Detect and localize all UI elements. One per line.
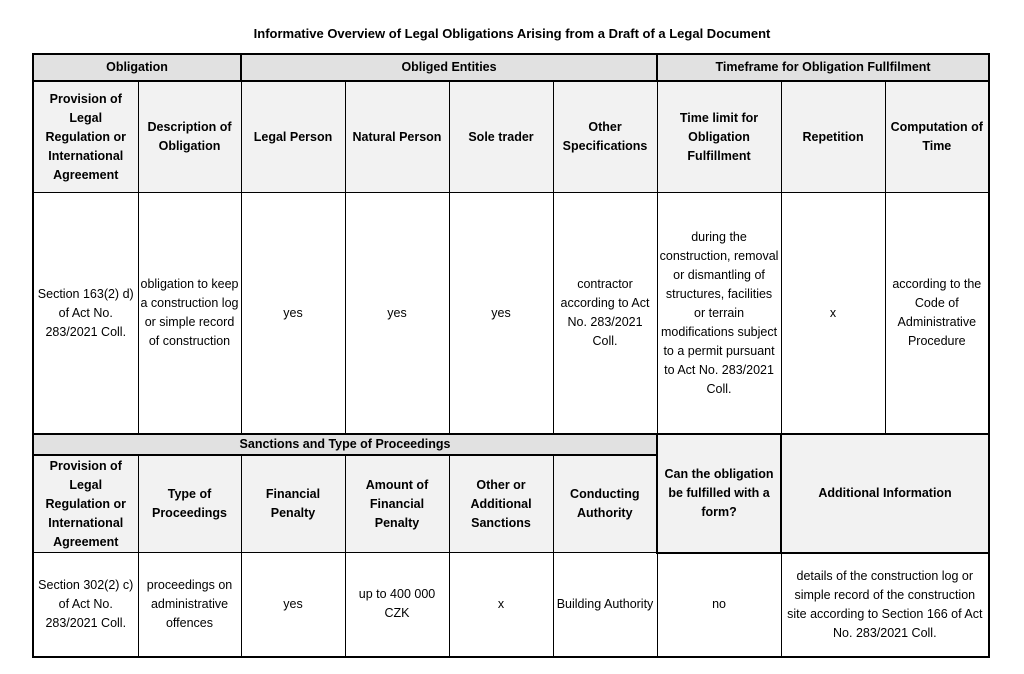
table-row [33,193,989,435]
table-row [33,553,989,657]
header-other-sanctions: Other or Additional Sanctions [449,455,553,553]
cell-sole-trader: yes [449,193,553,435]
header-computation: Computation of Time [885,81,989,193]
cell-other-sanctions: x [449,553,553,657]
group-header-row [33,54,989,81]
cell-financial-penalty: yes [241,553,345,657]
obligations-table [32,53,990,658]
header-time-limit: Time limit for Obligation Fulfillment [657,81,781,193]
header-conducting-authority: Conducting Authority [553,455,657,553]
group-timeframe: Timeframe for Obligation Fullfilment [657,54,989,81]
cell-sanction-provision: Section 302(2) c) of Act No. 283/2021 Coll. [33,553,138,657]
header-legal-person: Legal Person [241,81,345,193]
document-title: Informative Overview of Legal Obligations Arising from a Draft of a Legal Document [253,26,771,41]
header-additional-information: Additional Information [781,434,989,553]
header-other-specifications: Other Specifications [553,81,657,193]
group-obligation: Obligation [33,54,241,81]
cell-type-of-proceedings: proceedings on administrative offences [138,553,241,657]
cell-repetition: x [781,193,885,435]
cell-provision: Section 163(2) d) of Act No. 283/2021 Coll. [33,193,138,435]
header-provision: Provision of Legal Regulation or International Agreement [33,81,138,193]
header-natural-person: Natural Person [345,81,449,193]
cell-computation: according to the Code of Administrative Procedure [885,193,989,435]
cell-natural-person: yes [345,193,449,435]
cell-form: no [657,553,781,657]
header-sanction-provision: Provision of Legal Regulation or International Agreement [33,455,138,553]
group-obliged-entities: Obliged Entities [241,54,657,81]
header-sole-trader: Sole trader [449,81,553,193]
cell-description: obligation to keep a construction log or simple record of construction [138,193,241,435]
column-header-row [33,81,989,193]
header-type-of-proceedings: Type of Proceedings [138,455,241,553]
header-form-question: Can the obligation be fulfilled with a form? [657,434,781,553]
cell-time-limit: during the construction, removal or dismantling of structures, facilities or terrain modifications subject to a permit pursuant to Act No. 283/2021 Coll. [657,193,781,435]
header-amount-of-penalty: Amount of Financial Penalty [345,455,449,553]
cell-amount-of-penalty: up to 400 000 CZK [345,553,449,657]
header-description: Description of Obligation [138,81,241,193]
cell-other-specifications: contractor according to Act No. 283/2021 Coll. [553,193,657,435]
cell-legal-person: yes [241,193,345,435]
sanctions-band-row [33,434,989,455]
header-financial-penalty: Financial Penalty [241,455,345,553]
group-sanctions: Sanctions and Type of Proceedings [33,434,657,455]
header-repetition: Repetition [781,81,885,193]
cell-conducting-authority: Building Authority [553,553,657,657]
cell-additional-information: details of the construction log or simple record of the construction site according to Section 166 of Act No. 283/2021 Coll. [781,553,989,657]
